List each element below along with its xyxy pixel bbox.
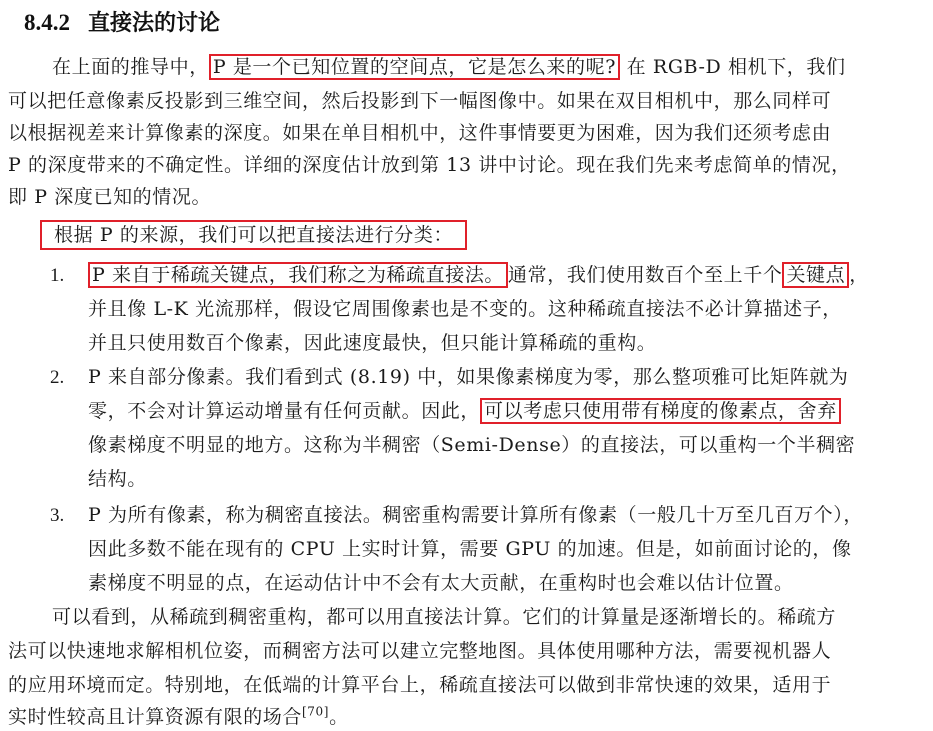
paragraph1-line2: 可以把任意像素反投影到三维空间，然后投影到下一幅图像中。如果在双目相机中，那么同样可 bbox=[8, 90, 832, 112]
text-span: 通常，我们使用数百个至上千个 bbox=[508, 264, 783, 286]
paragraph1-line5: 即 P 深度已知的情况。 bbox=[8, 186, 212, 208]
list-item-2-line1: P 来自部分像素。我们看到式 (8.19) 中，如果像素梯度为零，那么整项雅可比矩阵就为 bbox=[88, 366, 849, 388]
section-heading bbox=[24, 8, 220, 38]
highlight-box-keypoint: 关键点 bbox=[782, 262, 849, 288]
paragraph2-line1: 可以看到，从稀疏到稠密重构，都可以用直接法计算。它们的计算量是逐渐增长的。稀疏方 bbox=[52, 606, 837, 628]
list-item-1-line1 bbox=[88, 262, 869, 289]
paragraph1-line1 bbox=[52, 54, 846, 81]
text-span: 。 bbox=[329, 706, 349, 728]
paragraph2-line3: 的应用环境而定。特别地，在低端的计算平台上，稀疏直接法可以做到非常快速的效果，适用于 bbox=[8, 674, 832, 696]
highlight-box-classify: 根据 P 的来源，我们可以把直接法进行分类： bbox=[40, 220, 467, 250]
paragraph1-line4: P 的深度带来的不确定性。详细的深度估计放到第 13 讲中讨论。现在我们先来考虑简单的情况， bbox=[8, 154, 851, 176]
highlight-box-question: P 是一个已知位置的空间点，它是怎么来的呢? bbox=[209, 54, 620, 80]
highlight-box-gradient: 可以考虑只使用带有梯度的像素点，舍弃 bbox=[480, 398, 841, 424]
list-item-2-line3: 像素梯度不明显的地方。这称为半稠密（Semi-Dense）的直接法，可以重构一个半稠密 bbox=[88, 434, 856, 456]
text-span: 实时性较高且计算资源有限的场合 bbox=[8, 706, 303, 728]
list-number-1: 1. bbox=[50, 265, 65, 286]
list-item-2-line2 bbox=[88, 398, 841, 425]
list-number-3: 3. bbox=[50, 505, 65, 526]
text-span: 在 RGB-D 相机下，我们 bbox=[620, 56, 846, 78]
list-item-1-line3: 并且只使用数百个像素，因此速度最快，但只能计算稀疏的重构。 bbox=[88, 332, 657, 354]
list-item-1-line2: 并且像 L-K 光流那样，假设它周围像素也是不变的。这种稀疏直接法不必计算描述子， bbox=[88, 298, 842, 320]
text-span: ， bbox=[849, 264, 869, 286]
citation-ref: [70] bbox=[302, 704, 330, 719]
list-number-2: 2. bbox=[50, 367, 65, 388]
paragraph2-line2: 法可以快速地求解相机位姿，而稠密方法可以建立完整地图。具体使用哪种方法，需要视机器人 bbox=[8, 640, 832, 662]
section-title: 直接法的讨论 bbox=[88, 11, 221, 36]
list-item-3-line2: 因此多数不能在现有的 CPU 上实时计算，需要 GPU 的加速。但是，如前面讨论的，像 bbox=[88, 538, 852, 560]
text-span: 在上面的推导中， bbox=[52, 56, 209, 78]
text-span: 零，不会对计算运动增量有任何贡献。因此， bbox=[88, 400, 481, 422]
section-number: 8.4.2 bbox=[24, 10, 70, 35]
highlight-box-sparse: P 来自于稀疏关键点，我们称之为稀疏直接法。 bbox=[88, 262, 508, 288]
paragraph2-line4 bbox=[8, 704, 349, 731]
list-item-3-line1: P 为所有像素，称为稠密直接法。稠密重构需要计算所有像素（一般几十万至几百万个）， bbox=[88, 504, 863, 526]
classify-intro bbox=[40, 222, 467, 249]
paragraph1-line3: 以根据视差来计算像素的深度。如果在单目相机中，这件事情要更为困难，因为我们还须考虑由 bbox=[8, 122, 832, 144]
list-item-2-line4: 结构。 bbox=[88, 468, 147, 490]
list-item-3-line3: 素梯度不明显的点，在运动估计中不会有太大贡献，在重构时也会难以估计位置。 bbox=[88, 572, 794, 594]
